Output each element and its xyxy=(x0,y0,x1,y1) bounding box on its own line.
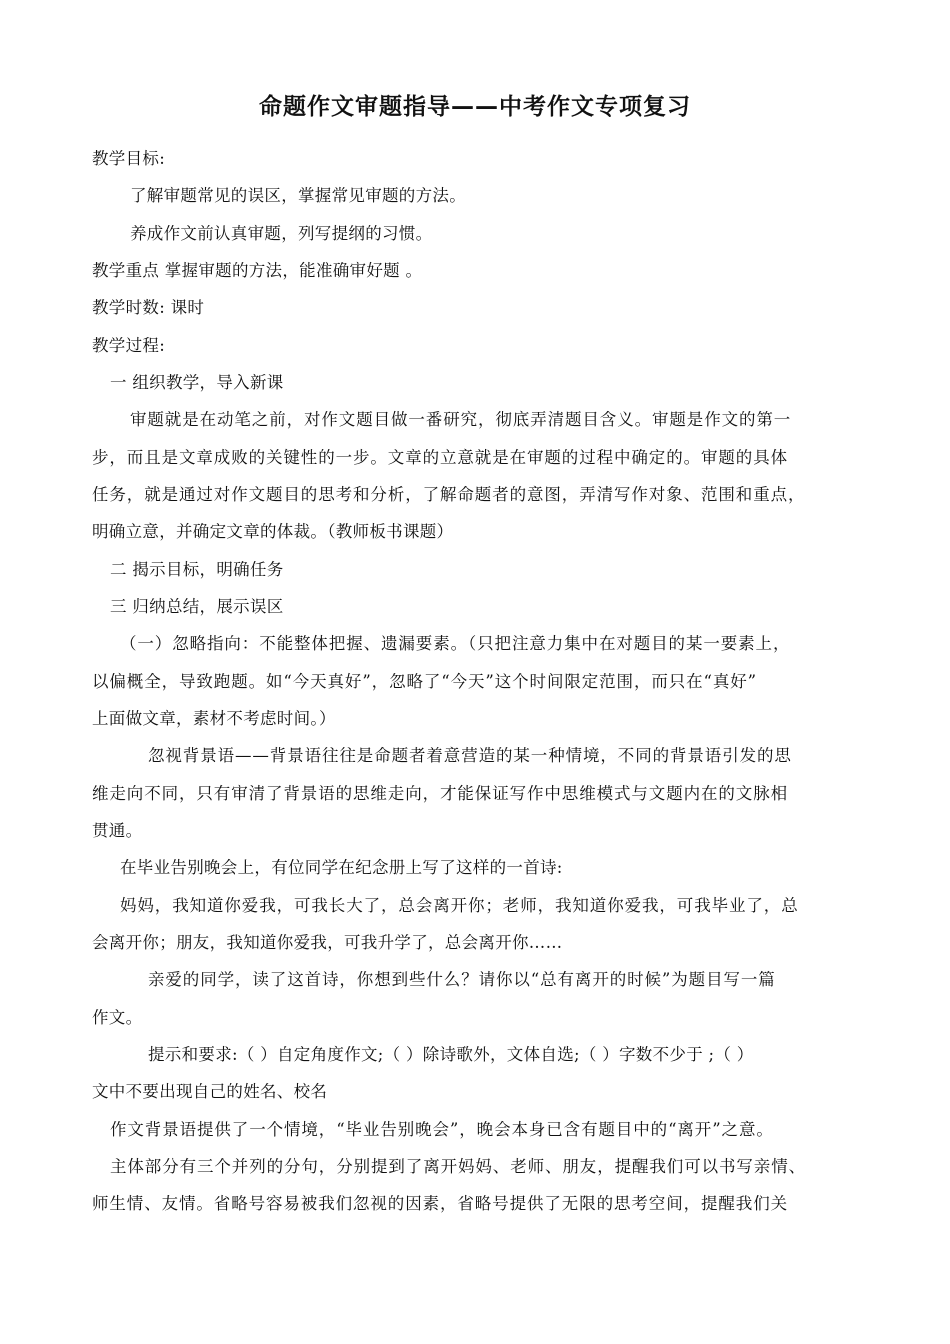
poem-line: 妈妈，我知道你爱我，可我长大了，总会离开你；老师，我知道你爱我，可我毕业了，总 xyxy=(120,896,799,915)
paragraph-line: 任务，就是通过对作文题目的思考和分析，了解命题者的意图，弄清写作对象、范围和重点， xyxy=(92,485,806,504)
poem-line: 会离开你；朋友，我知道你爱我，可我升学了，总会离开你…… xyxy=(92,933,563,952)
paragraph-line: 审题就是在动笔之前，对作文题目做一番研究，彻底弄清题目含义。审题是作文的第一 xyxy=(130,410,792,429)
paragraph-line: 主体部分有三个并列的分句，分别提到了离开妈妈、老师、朋友，提醒我们可以书写亲情、 xyxy=(110,1157,806,1176)
section-three-heading: 三 归纳总结，展示误区 xyxy=(110,597,284,616)
goal-item-1: 了解审题常见的误区，掌握常见审题的方法。 xyxy=(130,186,466,205)
heading-teaching-goals: 教学目标: xyxy=(92,149,166,168)
paragraph-line: 贯通。 xyxy=(92,821,143,840)
goal-item-2: 养成作文前认真审题，列写提纲的习惯。 xyxy=(130,224,433,243)
heading-teaching-process: 教学过程: xyxy=(92,336,166,355)
paragraph-line: 明确立意，并确定文章的体裁。（教师板书课题） xyxy=(92,522,454,541)
paragraph-line: 步，而且是文章成败的关键性的一步。文章的立意就是在审题的过程中确定的。审题的具体 xyxy=(92,448,788,467)
section-one-heading: 一 组织教学，导入新课 xyxy=(110,373,284,392)
document-title: 命题作文审题指导——中考作文专项复习 xyxy=(259,94,691,120)
requirements-line: 提示和要求:（ ）自定角度作文;（ ）除诗歌外，文体自选;（ ）字数不少于 ;（ ） xyxy=(148,1045,754,1064)
paragraph-line: （一）忽略指向：不能整体把握、遗漏要素。（只把注意力集中在对题目的某一要素上， xyxy=(120,634,791,653)
requirements-line: 文中不要出现自己的姓名、校名 xyxy=(92,1082,328,1101)
paragraph-line: 忽视背景语——背景语往往是命题者着意营造的某一种情境，不同的背景语引发的思 xyxy=(148,746,792,765)
paragraph-line: 师生情、友情。省略号容易被我们忽视的因素，省略号提供了无限的思考空间，提醒我们关 xyxy=(92,1194,788,1213)
paragraph-line: 亲爱的同学，读了这首诗，你想到些什么？请你以“总有离开的时候”为题目写一篇 xyxy=(148,970,776,989)
paragraph-line: 作文。 xyxy=(92,1008,143,1027)
teaching-hours: 教学时数: 课时 xyxy=(92,298,205,317)
paragraph-line: 上面做文章，素材不考虑时间。） xyxy=(92,709,336,728)
paragraph-line: 以偏概全，导致跑题。如“今天真好”，忽略了“今天”这个时间限定范围，而只在“真好” xyxy=(92,672,758,691)
paragraph-line: 维走向不同，只有审清了背景语的思维走向，才能保证写作中思维模式与文题内在的文脉相 xyxy=(92,784,788,803)
section-two-heading: 二 揭示目标，明确任务 xyxy=(110,560,284,579)
paragraph-line: 在毕业告别晚会上，有位同学在纪念册上写了这样的一首诗: xyxy=(120,858,563,877)
paragraph-line: 作文背景语提供了一个情境，“毕业告别晚会”，晚会本身已含有题目中的“离开”之意。 xyxy=(110,1120,774,1139)
teaching-focus: 教学重点 掌握审题的方法，能准确审好题 。 xyxy=(92,261,423,280)
